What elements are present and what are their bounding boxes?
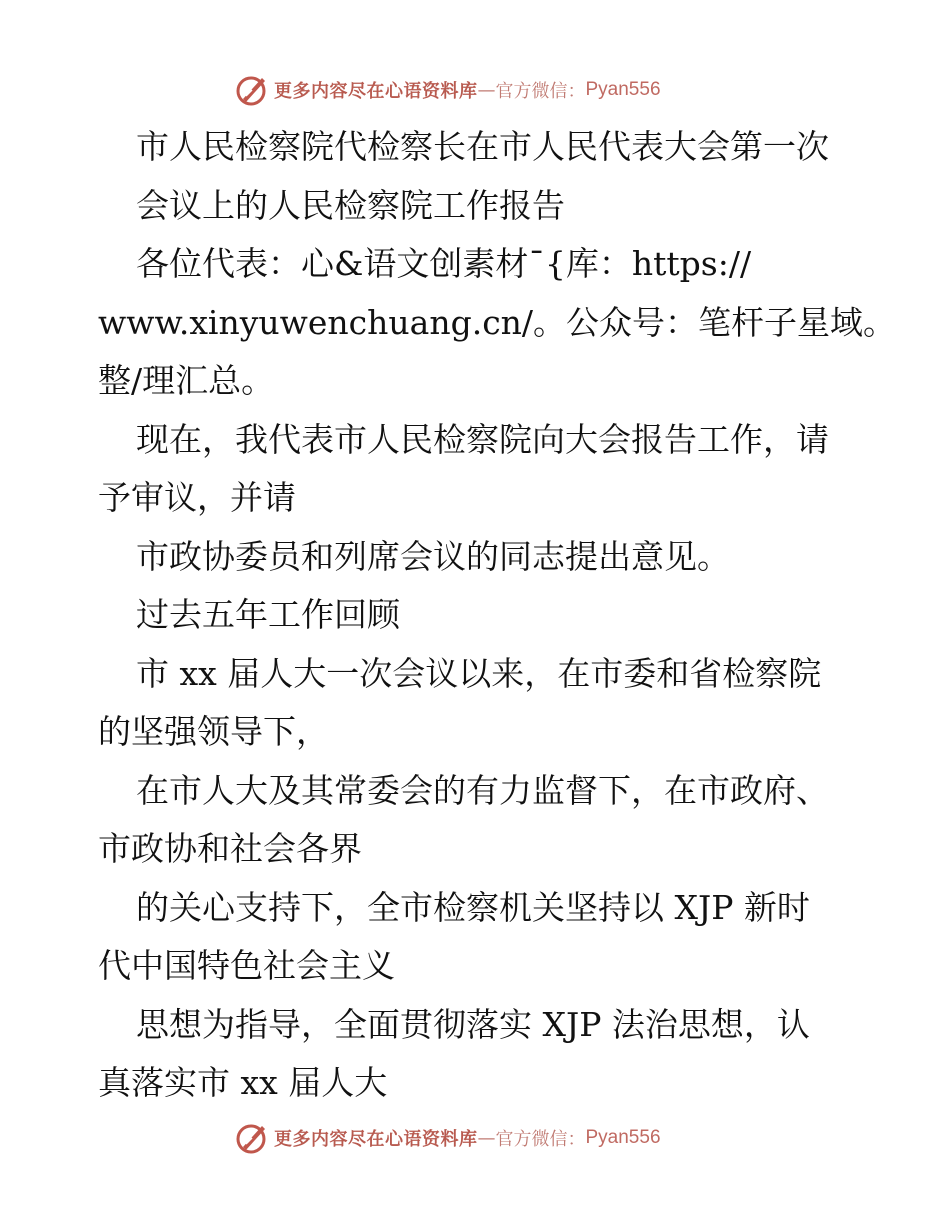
- text-line: 整/理汇总。: [98, 361, 275, 400]
- text-line: 市人民检察院代检察长在市人民代表大会第一次: [136, 127, 829, 166]
- footer-watermark: [234, 1118, 661, 1158]
- text-line: 各位代表：心&语文创素材¯{库：https://: [136, 244, 752, 283]
- text-line: 在市人大及其常委会的有力监督下，在市政府、: [136, 770, 829, 810]
- text-line: 的坚强领导下，: [98, 712, 329, 751]
- text-line: 市 xx 届人大一次会议以来，在市委和省检察院: [136, 653, 822, 693]
- text-line: 的关心支持下，全市检察机关坚持以 XJP 新时: [136, 887, 810, 927]
- quill-pen-seal-icon: [234, 72, 270, 108]
- watermark-wechat-id: Pyan556: [585, 1127, 661, 1148]
- text-line: 市政协和社会各界: [98, 829, 362, 868]
- text-line: 市政协委员和列席会议的同志提出意见。: [136, 536, 730, 576]
- text-line: 会议上的人民检察院工作报告: [136, 185, 565, 225]
- quill-pen-seal-icon: [234, 1120, 270, 1156]
- watermark-text: 更多内容尽在心语资料库: [274, 81, 478, 102]
- report-body: [98, 118, 897, 1113]
- watermark-wechat-label: 官方微信：: [495, 81, 586, 102]
- text-line: 现在，我代表市人民检察院向大会报告工作，请: [136, 419, 829, 459]
- watermark-separator: —: [477, 1127, 496, 1149]
- header-watermark: [234, 70, 661, 110]
- watermark-text: 更多内容尽在心语资料库: [274, 1129, 478, 1150]
- watermark-separator: —: [477, 79, 496, 101]
- text-line: 思想为指导，全面贯彻落实 XJP 法治思想，认: [136, 1004, 810, 1044]
- watermark-wechat-id: Pyan556: [585, 79, 661, 100]
- text-line: 代中国特色社会主义: [98, 946, 395, 985]
- text-line: www.xinyuwenchuang.cn/。公众号：笔杆子星域。: [98, 302, 897, 342]
- text-line: 予审议，并请: [98, 478, 296, 517]
- section-heading: 过去五年工作回顾: [136, 595, 400, 634]
- watermark-wechat-label: 官方微信：: [495, 1129, 586, 1150]
- text-line: 真落实市 xx 届人大: [98, 1063, 388, 1102]
